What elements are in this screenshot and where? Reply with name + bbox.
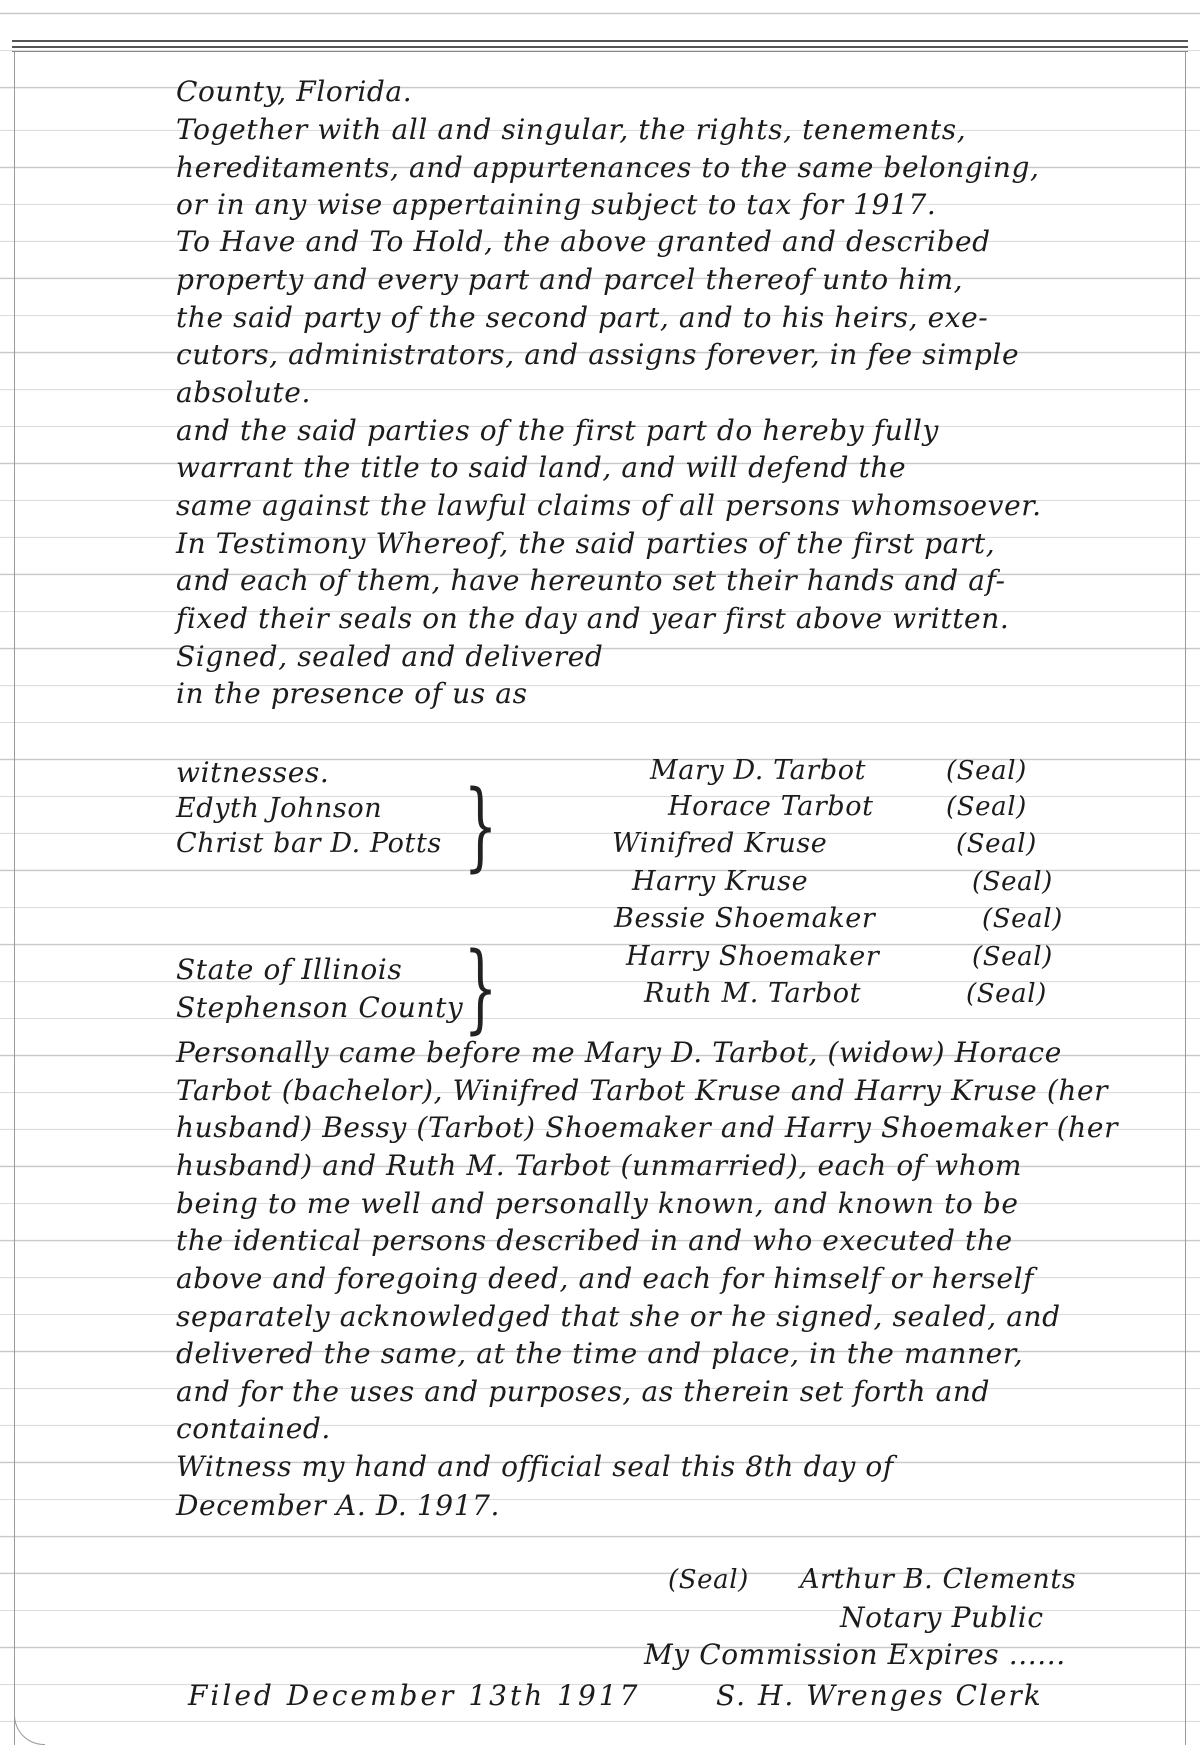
acknowledgment-line: husband) and Ruth M. Tarbot (unmarried), each of whom	[176, 1149, 1023, 1182]
signatory-name: Harry Shoemaker	[626, 941, 880, 972]
acknowledgment-line: Tarbot (bachelor), Winifred Tarbot Kruse and Harry Kruse (her	[176, 1074, 1109, 1107]
page-corner	[14, 1704, 45, 1745]
seal-mark: (Seal)	[946, 756, 1027, 786]
notary-seal-mark: (Seal)	[668, 1565, 749, 1595]
acknowledgment-line: December A. D. 1917.	[176, 1489, 501, 1522]
deed-line: In Testimony Whereof, the said parties of the first part,	[176, 527, 996, 560]
notary-signature: Arthur B. Clements	[800, 1564, 1077, 1595]
acknowledgment-line: separately acknowledged that she or he signed, sealed, and	[176, 1300, 1061, 1333]
deed-line: County, Florida.	[176, 75, 413, 108]
right-margin-line	[1185, 52, 1186, 1745]
signatory-name: Horace Tarbot	[668, 791, 874, 822]
signatory-name: Mary D. Tarbot	[650, 755, 867, 786]
deed-line: or in any wise appertaining subject to tax for 1917.	[176, 188, 937, 221]
notary-title: Notary Public	[840, 1601, 1044, 1634]
deed-line: absolute.	[176, 376, 311, 409]
witness-signature: Christ bar D. Potts	[176, 828, 442, 859]
filed-date: Filed December 13th 1917	[188, 1679, 641, 1712]
deed-line: property and every part and parcel thereof unto him,	[176, 263, 964, 296]
deed-line: in the presence of us as	[176, 677, 528, 710]
brace-glyph: }	[463, 770, 498, 882]
seal-mark: (Seal)	[982, 904, 1063, 934]
deed-line: cutors, administrators, and assigns forever, in fee simple	[176, 338, 1020, 371]
deed-line: warrant the title to said land, and will defend the	[176, 451, 907, 484]
acknowledgment-line: and for the uses and purposes, as therein set forth and	[176, 1375, 991, 1408]
acknowledgment-line: delivered the same, at the time and place, in the manner,	[176, 1337, 1024, 1370]
deed-line: Signed, sealed and delivered	[176, 640, 604, 673]
deed-line: same against the lawful claims of all persons whomsoever.	[176, 489, 1042, 522]
top-rule	[12, 40, 1188, 42]
top-rule	[12, 51, 1188, 52]
top-rule	[12, 46, 1188, 48]
deed-line: fixed their seals on the day and year first above written.	[176, 602, 1010, 635]
deed-line: To Have and To Hold, the above granted and described	[176, 225, 991, 258]
acknowledgment-line: Witness my hand and official seal this 8th day of	[176, 1450, 894, 1483]
seal-mark: (Seal)	[972, 867, 1053, 897]
deed-line: the said party of the second part, and to his heirs, exe-	[176, 301, 989, 334]
deed-line: Together with all and singular, the rights, tenements,	[176, 113, 967, 146]
acknowledgment-line: husband) Bessy (Tarbot) Shoemaker and Harry Shoemaker (her	[176, 1111, 1119, 1144]
deed-line: and each of them, have hereunto set their hands and af-	[176, 564, 1006, 597]
deed-line: and the said parties of the first part do hereby fully	[176, 414, 939, 447]
acknowledgment-line: above and foregoing deed, and each for himself or herself	[176, 1262, 1035, 1295]
witnesses-label: witnesses.	[176, 756, 330, 789]
signatory-name: Harry Kruse	[632, 866, 809, 897]
acknowledgment-line: being to me well and personally known, and known to be	[176, 1187, 1019, 1220]
signatory-name: Bessie Shoemaker	[614, 903, 876, 934]
seal-mark: (Seal)	[946, 792, 1027, 822]
commission-expires: My Commission Expires ......	[644, 1638, 1066, 1671]
clerk-signature: S. H. Wrenges Clerk	[716, 1679, 1043, 1712]
acknowledgment-line: contained.	[176, 1412, 331, 1445]
signatory-name: Ruth M. Tarbot	[644, 978, 862, 1009]
left-margin-line	[14, 52, 15, 1745]
seal-mark: (Seal)	[956, 829, 1037, 859]
acknowledgment-line: Personally came before me Mary D. Tarbot, (widow) Horace	[176, 1036, 1062, 1069]
witness-signature: Edyth Johnson	[176, 793, 383, 824]
venue-state: State of Illinois	[176, 953, 403, 986]
acknowledgment-line: the identical persons described in and who executed the	[176, 1224, 1013, 1257]
signatory-name: Winifred Kruse	[612, 828, 828, 859]
venue-county: Stephenson County	[176, 991, 464, 1024]
brace-glyph: }	[463, 932, 498, 1044]
seal-mark: (Seal)	[972, 942, 1053, 972]
deed-line: hereditaments, and appurtenances to the same belonging,	[176, 151, 1040, 184]
seal-mark: (Seal)	[966, 979, 1047, 1009]
